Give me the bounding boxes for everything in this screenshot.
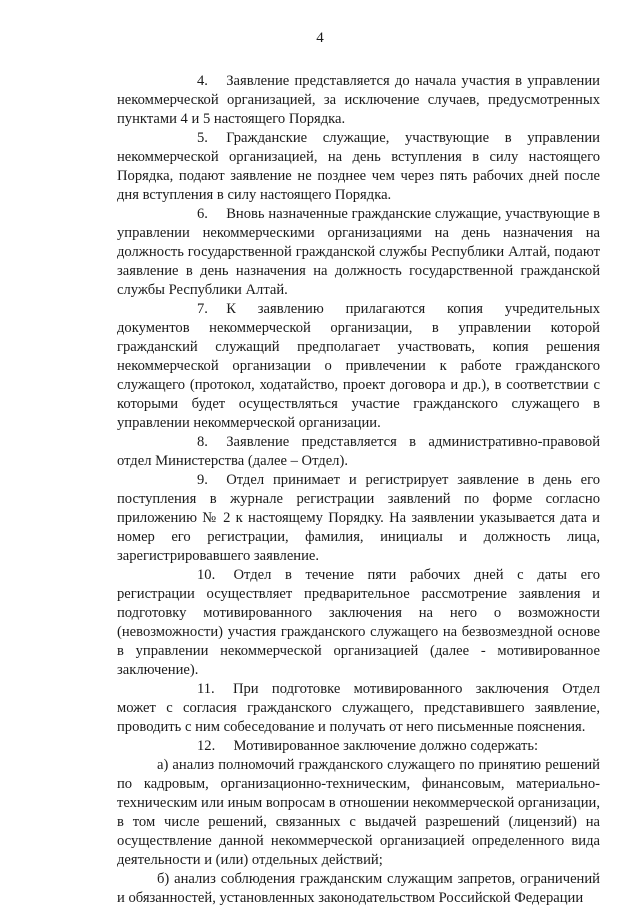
paragraph-text: Заявление представляется до начала участия в управлении некоммерческой организацией, за исключение случаев, предусмотренных пунктами 4 и 5 настоящего Порядка.: [117, 73, 600, 127]
paragraph-number: 6.: [197, 206, 208, 222]
paragraph-number: 9.: [197, 472, 208, 488]
subitem-b: б) анализ соблюдения гражданским служащим запретов, ограничений и обязанностей, установленных законодательством Российской Федерации: [117, 871, 600, 906]
paragraph-7: [117, 300, 600, 433]
paragraph-text: Отдел принимает и регистрирует заявление в день его поступления в журнале регистрации заявлений по форме согласно приложению № 2 к настоящему Порядку. На заявлении указывается дата и номер его регистрации, фамилия, инициалы и должность лица, зарегистрировавшего заявление.: [117, 472, 600, 564]
paragraph-number: 11.: [197, 681, 215, 697]
paragraph-12: [117, 737, 600, 756]
paragraph-8: [117, 433, 600, 471]
paragraph-text: Гражданские служащие, участвующие в управлении некоммерческой организацией, на день вступления в силу настоящего Порядка, подают заявление не позднее чем через пять рабочих дней после дня вступления в силу настоящего Порядка.: [117, 130, 600, 203]
document-body: [117, 72, 600, 908]
page-number: 4: [316, 30, 324, 46]
paragraph-text: К заявлению прилагаются копия учредительных документов некоммерческой организации, в управлении которой гражданский служащий предполагает участвовать, копия решения некоммерческой организации о привлечении к работе гражданского служащего (протокол, ходатайство, проект договора и др.), в соответствии с которыми будет осуществляться участие гражданского служащего в управлении некоммерческой организации.: [117, 301, 600, 431]
paragraph-text: При подготовке мотивированного заключения Отдел может с согласия гражданского служащего, представившего заявление, проводить с ним собеседование и получать от него письменные пояснения.: [117, 681, 600, 735]
paragraph-text: Вновь назначенные гражданские служащие, участвующие в управлении некоммерческими организациями на день назначения на должность государственной гражданской службы Республики Алтай, подают заявление в день назначения на должность государственной гражданской службы Республики Алтай.: [117, 206, 600, 298]
paragraph-9: [117, 471, 600, 566]
paragraph-number: 4.: [197, 73, 208, 89]
paragraph-text: Мотивированное заключение должно содержать:: [233, 738, 539, 754]
paragraph-number: 8.: [197, 434, 208, 450]
paragraph-5: [117, 129, 600, 205]
paragraph-4: [117, 72, 600, 129]
paragraph-text: Заявление представляется в административно-правовой отдел Министерства (далее – Отдел).: [117, 434, 600, 469]
subitem-a: а) анализ полномочий гражданского служащего по принятию решений по кадровым, организационно-техническим, финансовым, материально-техническим или иным вопросам в отношении некоммерческой организации, в том числе решений, связанных с выдачей разрешений (лицензий) на осуществление данной некоммерческой организацией определенного вида деятельности и (или) отдельных действий;: [117, 757, 600, 868]
paragraph-11: [117, 680, 600, 737]
paragraph-10: [117, 566, 600, 680]
paragraph-number: 12.: [197, 738, 216, 754]
paragraph-number: 5.: [197, 130, 208, 146]
paragraph-6: [117, 205, 600, 300]
paragraph-number: 7.: [197, 301, 208, 317]
paragraph-text: Отдел в течение пяти рабочих дней с даты его регистрации осуществляет предварительное рассмотрение заявления и подготовку мотивированного заключения на него о возможности (невозможности) участия гражданского служащего на безвозмездной основе в управлении некоммерческой организацией (далее - мотивированное заключение).: [117, 567, 600, 678]
paragraph-number: 10.: [197, 567, 216, 583]
